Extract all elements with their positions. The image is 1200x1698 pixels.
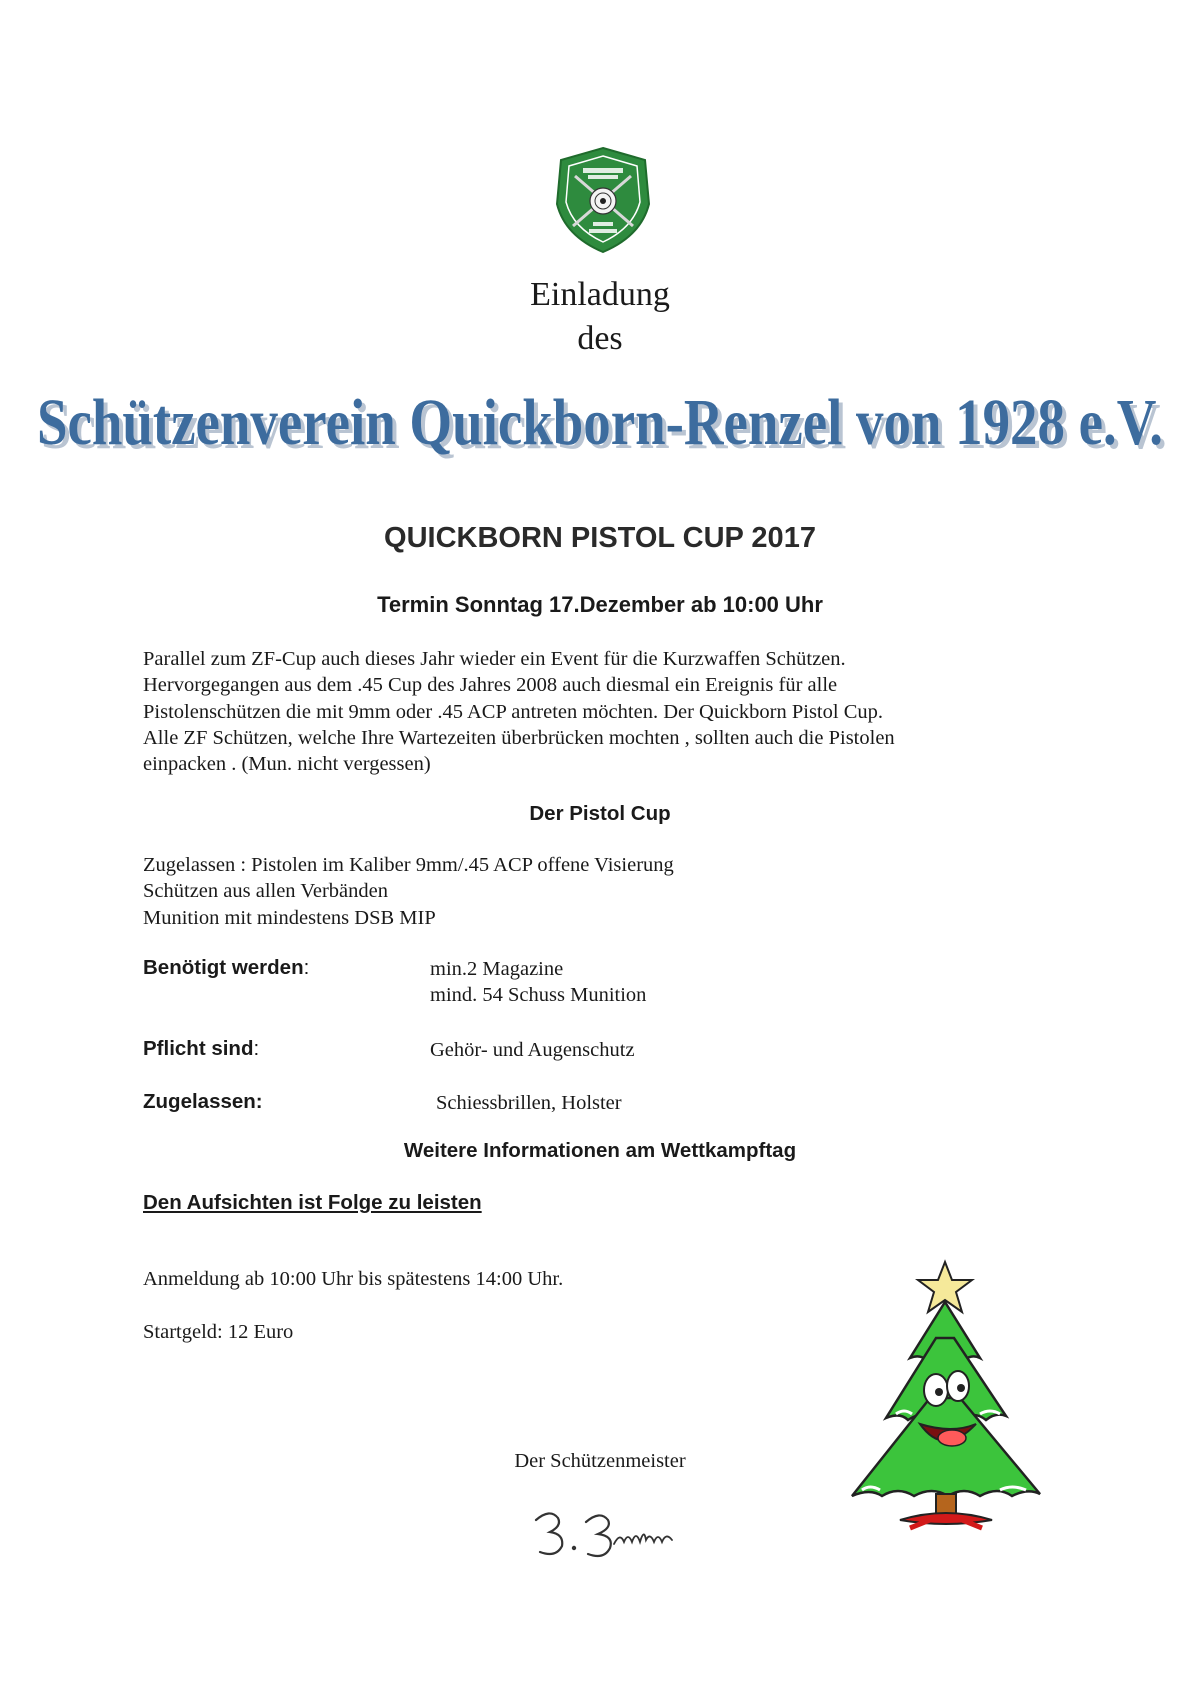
info-line: Weitere Informationen am Wettkampftag — [403, 1139, 797, 1162]
requirement-value: Gehör- und Augenschutz — [430, 1039, 635, 1061]
christmas-tree-icon — [840, 1258, 1050, 1538]
handwritten-signature — [528, 1502, 688, 1566]
requirement-value: min.2 Magazine — [430, 958, 564, 980]
rules-list — [143, 852, 674, 931]
signoff-role: Der Schützenmeister — [514, 1450, 686, 1472]
requirement-label-needed: Benötigt werden: — [143, 956, 310, 979]
requirement-label-mandatory: Pflicht sind: — [143, 1037, 260, 1060]
intro-line: Alle ZF Schützen, welche Ihre Wartezeiten überbrücken mochten , sollten auch die Pistolen — [143, 726, 895, 749]
club-crest-logo — [553, 146, 653, 254]
rule-line: Schützen aus allen Verbänden — [143, 880, 388, 903]
entry-fee: Startgeld: 12 Euro — [143, 1321, 294, 1343]
invite-subheading: des — [577, 320, 623, 357]
invite-heading: Einladung — [530, 276, 670, 313]
rule-line: Zugelassen : Pistolen im Kaliber 9mm/.45 ACP offene Visierung — [143, 854, 674, 876]
registration-time: Anmeldung ab 10:00 Uhr bis spätestens 14:00 Uhr. — [143, 1268, 564, 1290]
supervision-notice: Den Aufsichten ist Folge zu leisten — [143, 1191, 482, 1214]
pistol-cup-heading: Der Pistol Cup — [529, 802, 671, 825]
requirement-value: mind. 54 Schuss Munition — [430, 984, 647, 1007]
requirement-value: Schiessbrillen, Holster — [436, 1092, 622, 1114]
intro-line: Pistolenschützen die mit 9mm oder .45 ACP antreten möchten. Der Quickborn Pistol Cup. — [143, 700, 883, 723]
intro-line: Parallel zum ZF-Cup auch dieses Jahr wieder ein Event für die Kurzwaffen Schützen. — [143, 648, 846, 670]
club-name-banner — [0, 375, 1200, 471]
club-name: Schützenverein Quickborn-Renzel von 1928 e.V. — [37, 386, 1163, 459]
requirement-label-allowed: Zugelassen: — [143, 1090, 263, 1113]
requirement-values-allowed — [436, 1090, 622, 1116]
requirement-values-mandatory — [430, 1037, 635, 1063]
intro-line: Hervorgegangen aus dem .45 Cup des Jahres 2008 auch diesmal ein Ereignis für alle — [143, 674, 838, 697]
intro-paragraph — [143, 646, 1063, 777]
event-date: Termin Sonntag 17.Dezember ab 10:00 Uhr — [377, 592, 823, 617]
intro-line: einpacken . (Mun. nicht vergessen) — [143, 753, 431, 776]
requirement-values-needed — [430, 956, 646, 1009]
club-name-shadow: Schützenverein Quickborn-Renzel von 1928 e.V. — [41, 390, 1167, 463]
rule-line: Munition mit mindestens DSB MIP — [143, 906, 436, 929]
event-title: QUICKBORN PISTOL CUP 2017 — [384, 522, 816, 554]
